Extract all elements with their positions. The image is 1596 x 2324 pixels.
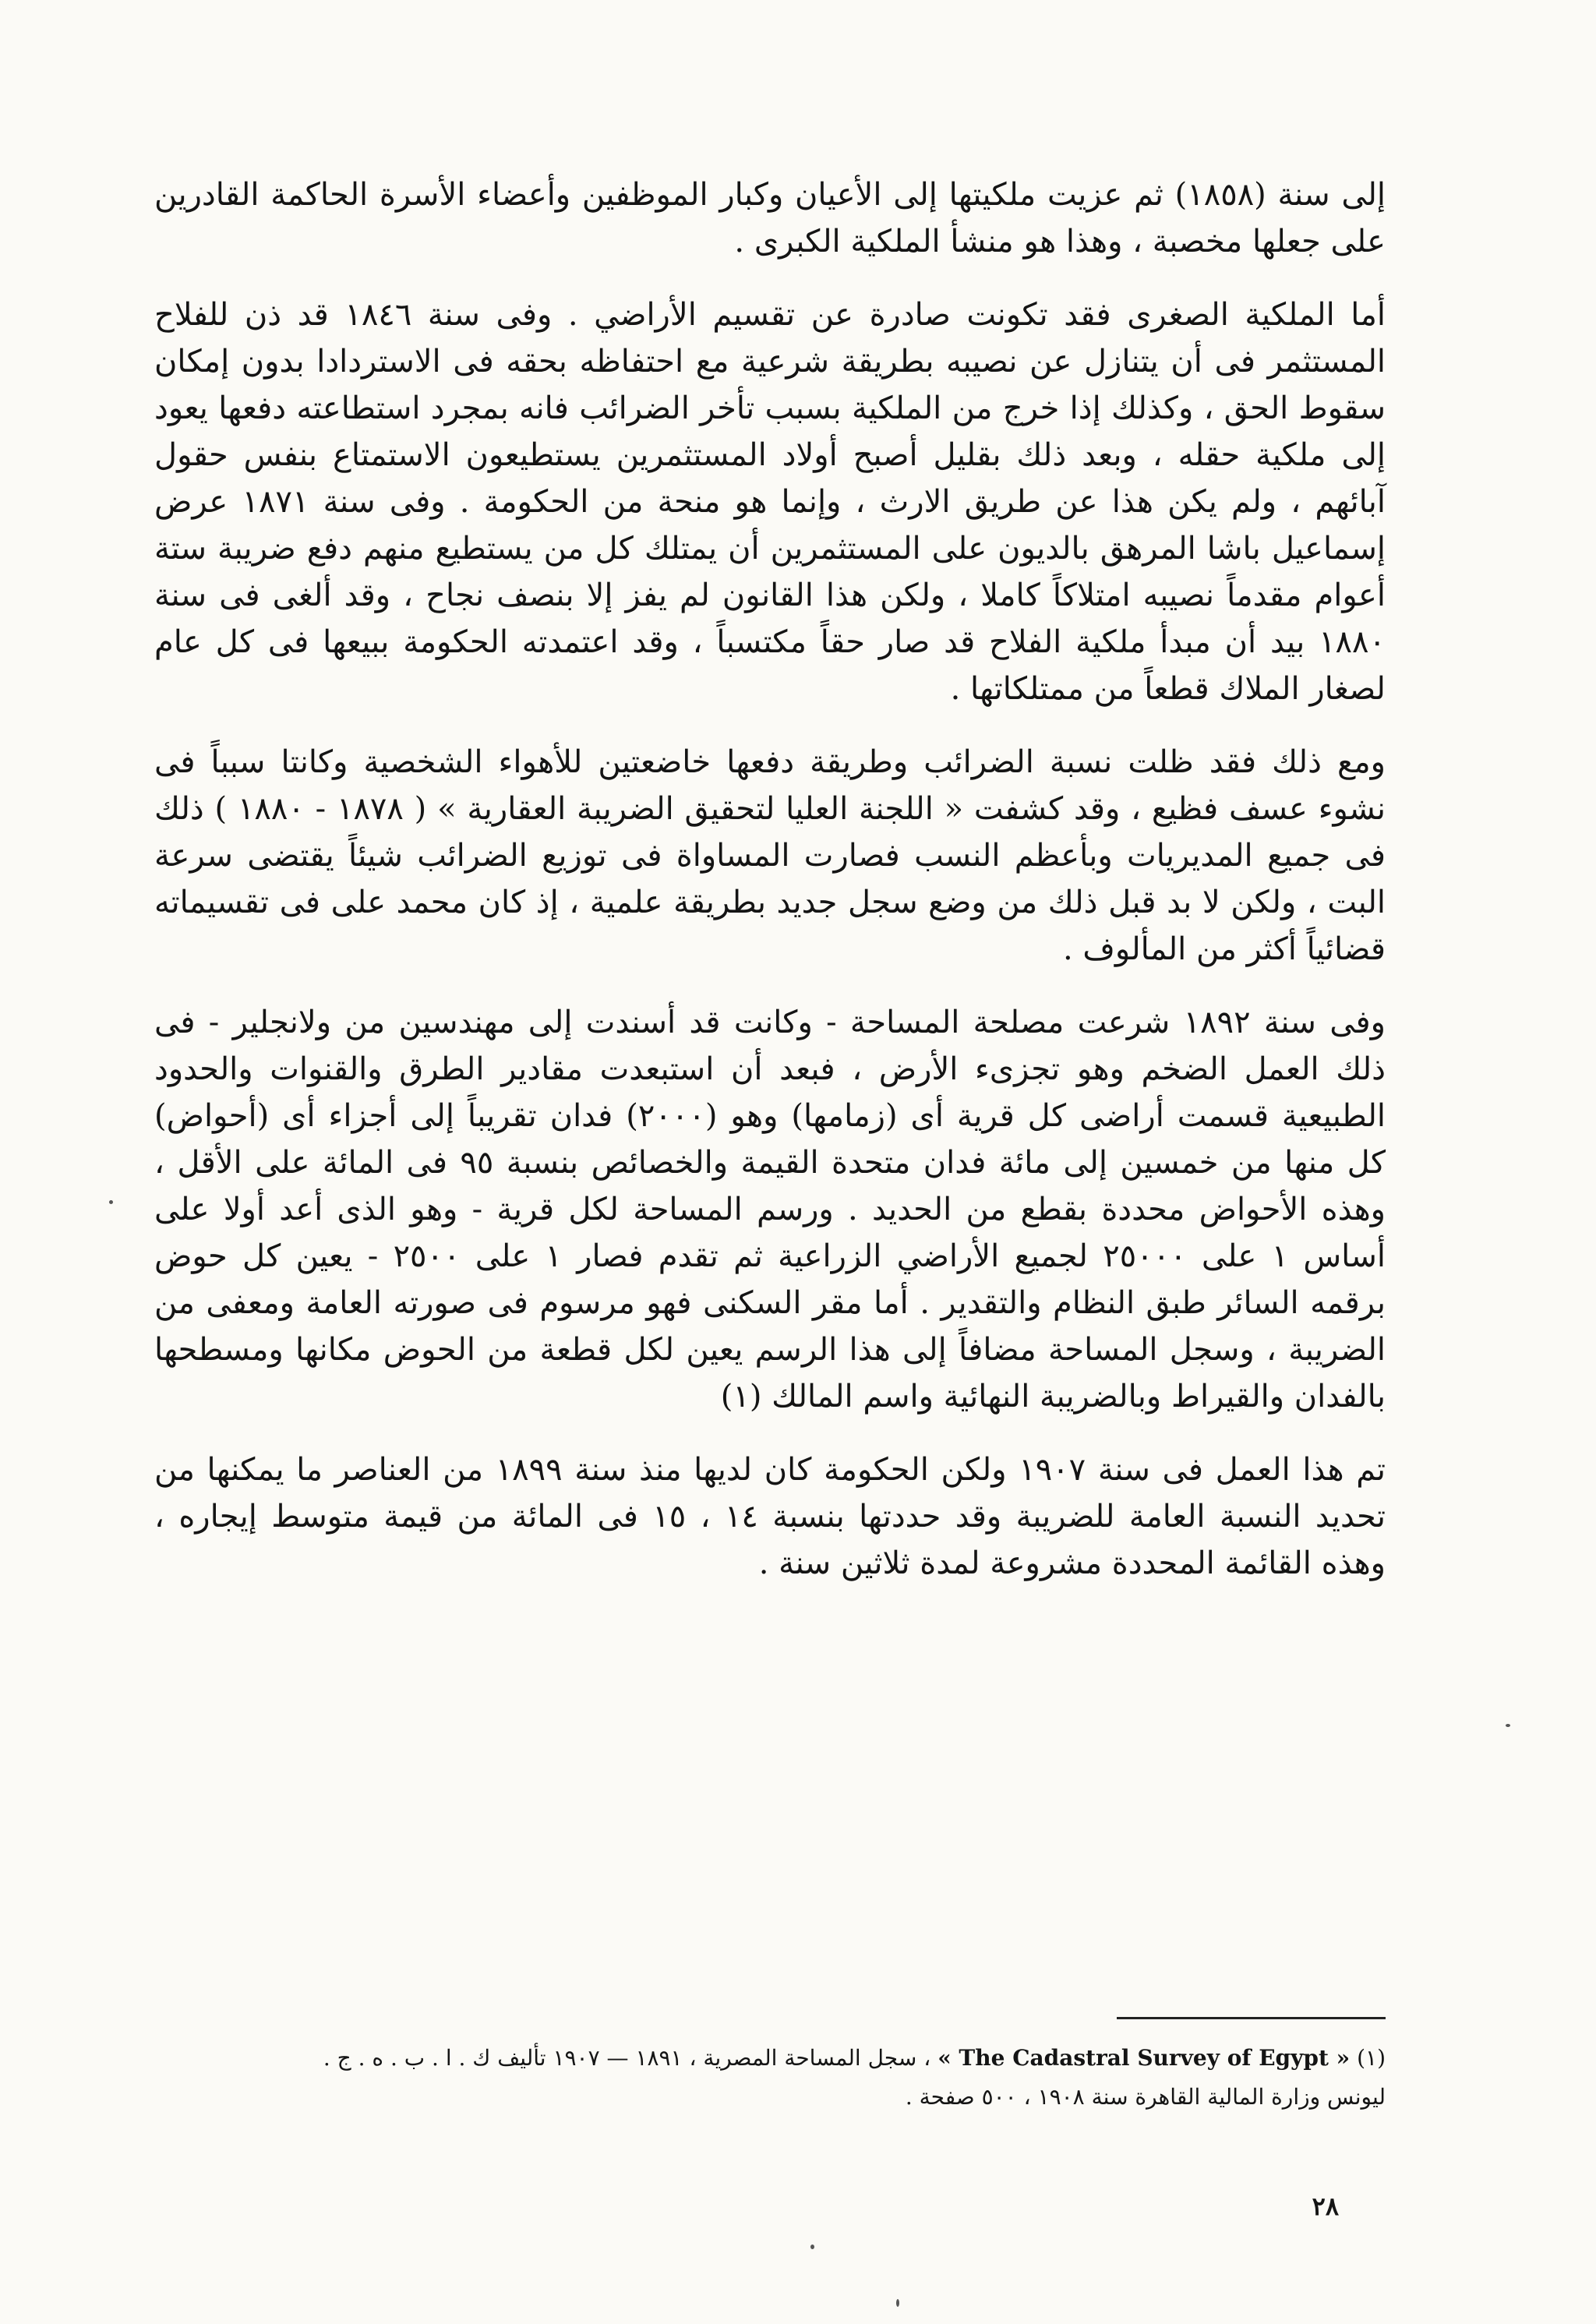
paragraph-2: أما الملكية الصغرى فقد تكونت صادرة عن تقسيم الأراضي . وفى سنة ١٨٤٦ قد ذن للفلاح المستثمر فى أن يتنازل عن نصيبه بطريقة شرعية مع احتفاظه بحقه فى الاستردادا بدون إمكان سقوط الحق ، وكذلك إذا خرج من الملكية بسبب تأخر الضرائب فانه بمجرد استطاعته دفعها يعود إلى ملكية حقله ، وبعد ذلك بقليل أصبح أولاد المستثمرين يستطيعون الاستمتاع بنفس حقول آبائهم ، ولم يكن هذا عن طريق الارث ، وإنما هو منحة من الحكومة . وفى سنة ١٨٧١ عرض إسماعيل باشا المرهق بالديون على المستثمرين أن يمتلك كل من يستطيع منهم دفع ضريبة ستة أعوام مقدماً نصيبه امتلاكاً كاملا ، ولكن هذا القانون لم يفز إلا بنصف نجاح ، وقد ألغى فى سنة ١٨٨٠ بيد أن مبدأ ملكية الفلاح قد صار حقاً مكتسباً ، وقد اعتمدته الحكومة ببيعها فى كل عام لصغار الملاك قطعاً من ممتلكاتها . (154, 297, 1386, 707)
footnotes (154, 2039, 1386, 2117)
paragraph-4: وفى سنة ١٨٩٢ شرعت مصلحة المساحة - وكانت قد أسندت إلى مهندسين من ولانجلير - فى ذلك العمل الضخم وهو تجزىء الأرض ، فبعد أن استبعدت مقادير الطرق والقنوات والحدود الطبيعية قسمت أراضى كل قرية أى (زمامها) وهو (٢٠٠٠) فدان تقريباً إلى أجزاء أى (أحواض) كل منها من خمسين إلى مائة فدان متحدة القيمة والخصائص بنسبة ٩٥ فى المائة على الأقل ، وهذه الأحواض محددة بقطع من الحديد . ورسم المساحة لكل قرية - وهو الذى أعد أولا على أساس ١ على ٢٥٠٠٠ لجميع الأراضي الزراعية ثم تقدم فصار ١ على ٢٥٠٠ - يعين كل حوض برقمه السائر طبق النظام والتقدير . أما مقر السكنى فهو مرسوم فى صورته العامة ومعفى من الضريبة ، وسجل المساحة مضافاً إلى هذا الرسم يعين لكل قطعة من الحوض مكانها ومسطحها بالفدان والقيراط وبالضريبة النهائية واسم المالك (١) (154, 1005, 1386, 1415)
footnote-latin-title: « The Cadastral Survey of Egypt » (937, 2045, 1351, 2071)
paragraph-3: ومع ذلك فقد ظلت نسبة الضرائب وطريقة دفعها خاضعتين للأهواء الشخصية وكانتا سبباً فى نشوء عسف فظيع ، وقد كشفت « اللجنة العليا لتحقيق الضريبة العقارية » ( ١٨٧٨ - ١٨٨٠ ) ذلك فى جميع المديريات وبأعظم النسب فصارت المساواة فى توزيع الضرائب شيئاً يقتضى سرعة البت ، ولكن لا بد قبل ذلك من وضع سجل جديد بطريقة علمية ، إذ كان محمد على فى تقسيماته قضائياً أكثر من المألوف . (154, 744, 1386, 967)
paragraph-1: إلى سنة (١٨٥٨) ثم عزيت ملكيتها إلى الأعيان وكبار الموظفين وأعضاء الأسرة الحاكمة القادرين على جعلها مخصبة ، وهذا هو منشأ الملكية الكبرى . (154, 177, 1386, 260)
scan-speck (810, 2245, 814, 2249)
scan-speck (896, 2299, 899, 2307)
body-text (154, 171, 1386, 1613)
footnote-line-1 (154, 2039, 1386, 2078)
footnote-line-1-rest: ، سجل المساحة المصرية ، ١٨٩١ — ١٩٠٧ تأليف ك . ا . ب . ه . ج . (323, 2045, 931, 2071)
scan-speck (109, 1200, 113, 1204)
paragraph-5: تم هذا العمل فى سنة ١٩٠٧ ولكن الحكومة كان لديها منذ سنة ١٨٩٩ من العناصر ما يمكنها من تحديد النسبة العامة للضريبة وقد حددتها بنسبة ١٤ ، ١٥ فى المائة من قيمة متوسط إيجاره ، وهذه القائمة المحددة مشروعة لمدة ثلاثين سنة . (154, 1452, 1386, 1581)
page-number: ٢٨ (1312, 2192, 1339, 2221)
footnote-line-2: ليونس وزارة المالية القاهرة سنة ١٩٠٨ ، ٥٠٠ صفحة . (905, 2084, 1386, 2110)
footnote-divider (1117, 2017, 1386, 2019)
scan-speck (1506, 1724, 1510, 1727)
footnote-marker: (١) (1357, 2045, 1386, 2071)
